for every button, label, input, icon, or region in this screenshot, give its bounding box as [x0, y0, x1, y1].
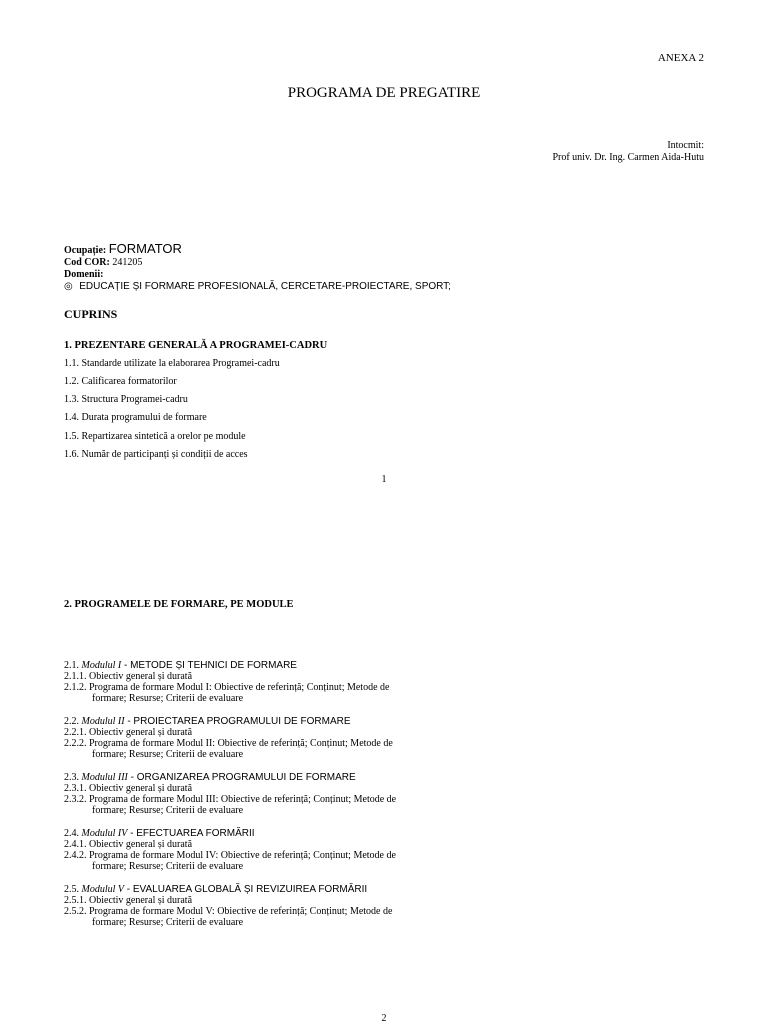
module-subitem: 2.2.1. Obiectiv general și durată	[64, 727, 193, 738]
module-block	[64, 660, 389, 704]
module-heading	[64, 660, 389, 671]
module-subitem: 2.4.1. Obiectiv general și durată	[64, 839, 193, 850]
module-subitem-cont: formare; Resurse; Criterii de evaluare	[92, 749, 244, 760]
toc-item: 1.2. Calificarea formatorilor	[64, 376, 177, 387]
domains-label: Domenii:	[64, 269, 104, 280]
author-name: Prof univ. Dr. Ing. Carmen Aida-Hutu	[552, 152, 704, 163]
domains-line	[64, 281, 451, 292]
module-label: Modulul I	[81, 660, 122, 671]
domains-value: EDUCAȚIE ȘI FORMARE PROFESIONALĂ, CERCETARE-PROIECTARE, SPORT;	[79, 281, 451, 292]
module-subitem: 2.3.2. Programa de formare Modul III: Obiective de referință; Conținut; Metode de	[64, 794, 397, 805]
module-number: 2.3.	[64, 772, 82, 783]
module-label: Modulul II	[81, 716, 125, 727]
toc-item: 1.1. Standarde utilizate la elaborarea Programei-cadru	[64, 358, 280, 369]
module-subitem: 2.5.2. Programa de formare Modul V: Obiective de referință; Conținut; Metode de	[64, 906, 393, 917]
module-heading	[64, 716, 393, 727]
module-name: - METODE ȘI TEHNICI DE FORMARE	[121, 660, 297, 671]
module-subitem-cont: formare; Resurse; Criterii de evaluare	[92, 693, 244, 704]
toc-item: 1.6. Număr de participanți și condiții de acces	[64, 449, 248, 460]
module-name: - ORGANIZAREA PROGRAMULUI DE FORMARE	[127, 772, 356, 783]
author-label: Intocmit:	[667, 140, 704, 151]
module-label: Modulul IV	[81, 828, 128, 839]
module-subitem: 2.5.1. Obiectiv general și durată	[64, 895, 193, 906]
module-label: Modulul V	[81, 884, 124, 895]
module-subitem: 2.2.2. Programa de formare Modul II: Obiective de referință; Conținut; Metode de	[64, 738, 393, 749]
occupation-line	[64, 241, 182, 256]
module-block	[64, 716, 393, 760]
page-title: PROGRAMA DE PREGATIRE	[287, 85, 481, 101]
module-number: 2.5.	[64, 884, 82, 895]
module-block	[64, 884, 392, 928]
annex-label: ANEXA 2	[657, 52, 704, 64]
module-subitem: 2.4.2. Programa de formare Modul IV: Obiective de referință; Conținut; Metode de	[64, 850, 396, 861]
module-number: 2.4.	[64, 828, 82, 839]
toc-item: 1.3. Structura Programei-cadru	[64, 394, 188, 405]
module-number: 2.2.	[64, 716, 82, 727]
section2-title: 2. PROGRAMELE DE FORMARE, PE MODULE	[64, 599, 294, 610]
module-heading	[64, 828, 396, 839]
toc-item: 1.4. Durata programului de formare	[64, 412, 207, 423]
occupation-label: Ocupație:	[64, 245, 107, 256]
occupation-value: FORMATOR	[108, 241, 182, 256]
module-heading	[64, 884, 392, 895]
module-block	[64, 828, 396, 872]
module-subitem: 2.1.1. Obiectiv general și durată	[64, 671, 193, 682]
page-number: 1	[381, 474, 387, 485]
section1-title: 1. PREZENTARE GENERALĂ A PROGRAMEI-CADRU	[64, 340, 328, 351]
toc-item: 1.5. Repartizarea sintetică a orelor pe module	[64, 431, 246, 442]
module-subitem: 2.3.1. Obiectiv general și durată	[64, 783, 193, 794]
module-block	[64, 772, 396, 816]
cor-label: Cod COR:	[64, 257, 110, 268]
module-number: 2.1.	[64, 660, 82, 671]
module-label: Modulul III	[81, 772, 128, 783]
module-name: - PROIECTAREA PROGRAMULUI DE FORMARE	[124, 716, 351, 727]
module-heading	[64, 772, 396, 783]
module-subitem-cont: formare; Resurse; Criterii de evaluare	[92, 917, 244, 928]
module-subitem-cont: formare; Resurse; Criterii de evaluare	[92, 861, 244, 872]
cor-value: 241205	[112, 257, 143, 268]
contents-title: CUPRINS	[64, 307, 118, 321]
cor-line	[64, 257, 142, 268]
module-name: - EFECTUAREA FORMĂRII	[127, 828, 255, 839]
module-name: - EVALUAREA GLOBALĂ ȘI REVIZUIREA FORMĂRII	[124, 884, 368, 895]
bullet-icon: ◎	[64, 281, 73, 292]
module-subitem: 2.1.2. Programa de formare Modul I: Obiective de referință; Conținut; Metode de	[64, 682, 390, 693]
page-number-2: 2	[381, 1013, 387, 1024]
module-subitem-cont: formare; Resurse; Criterii de evaluare	[92, 805, 244, 816]
